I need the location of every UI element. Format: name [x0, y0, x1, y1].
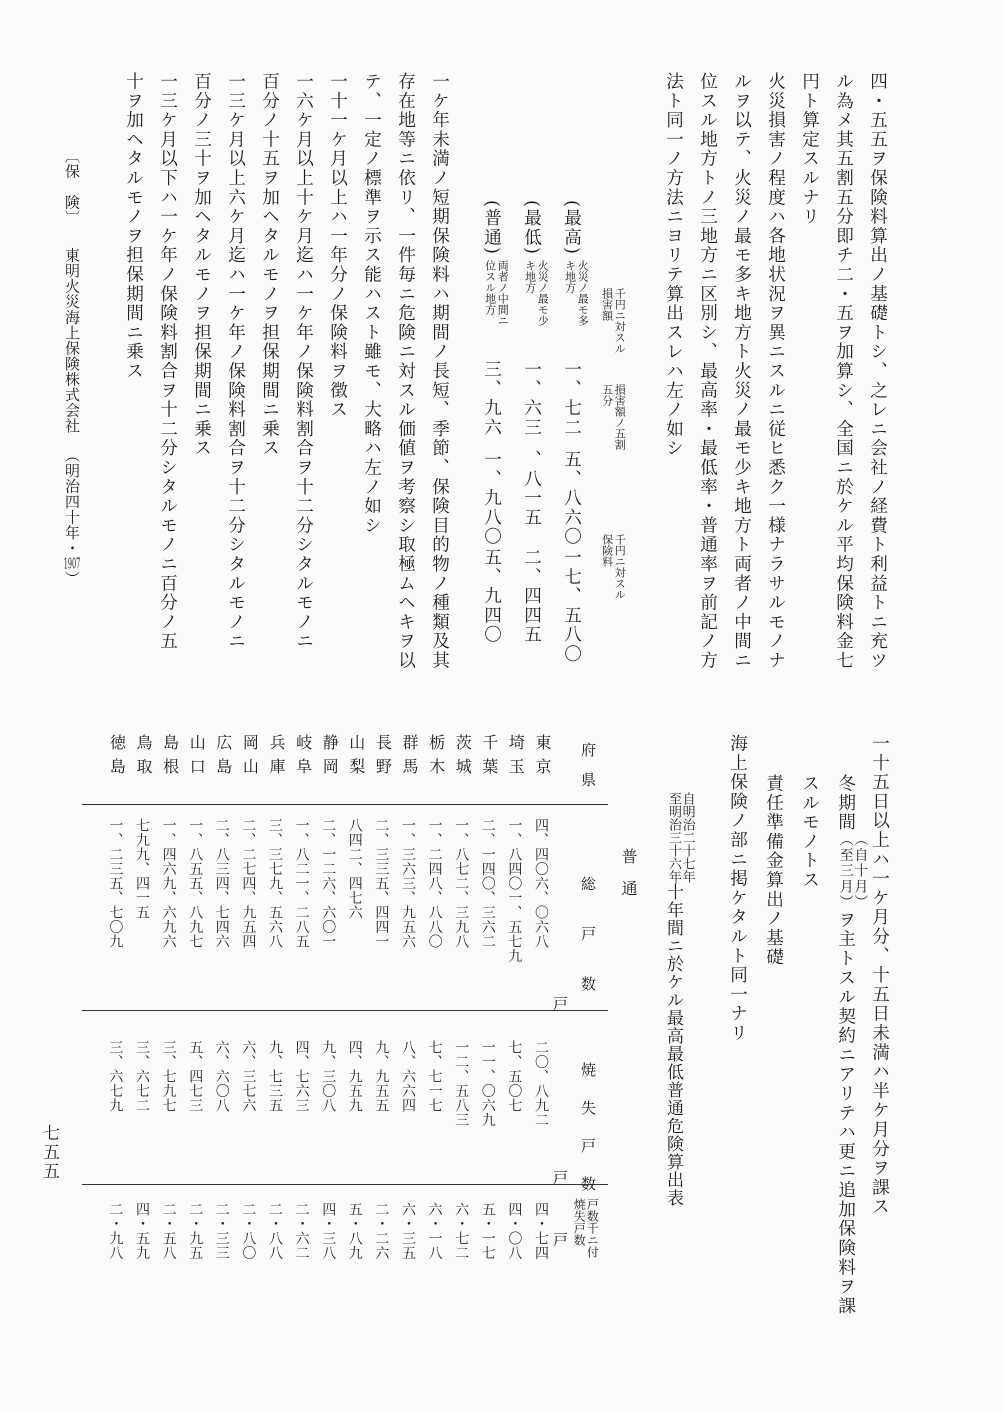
unit-label: 戸	[551, 1170, 569, 1185]
ratio-value: 二・九五	[187, 1202, 204, 1260]
burned-value: 九、三〇八	[320, 1040, 337, 1113]
text-line: 百分ノ十五ヲ加ヘタルモノヲ担保期間ニ乗ス	[259, 72, 280, 458]
table-rule	[82, 804, 608, 805]
text-line: ル為メ其五割五分即チ二・五ヲ加算シ、全国ニ於ケル平均保険料金七	[833, 72, 854, 671]
rate-value: 一七、五八〇	[561, 548, 582, 664]
year: 1907	[63, 556, 81, 571]
ratio-value: 二・二六	[373, 1202, 390, 1260]
section-heading: 責任準備金算出ノ基礎	[763, 774, 784, 967]
households-value: 七九九、四一五	[134, 818, 150, 920]
ratio-value: 二・八〇	[240, 1202, 257, 1260]
households-value: 八四二、四七六	[346, 818, 363, 920]
prefecture-name: 徳島	[107, 734, 127, 782]
households-value: 二、二七四、九五四	[240, 818, 257, 949]
header-ratio: 戸数千ニ付 焼失戸数	[572, 1198, 600, 1258]
text-line: 存在地等ニ依リ、一件毎ニ危険ニ対スル価値ヲ考察シ取極ムヘキヲ以	[395, 72, 416, 671]
text-line: 四・五五ヲ保険料算出ノ基礎トシ、之レニ会社ノ経費ト利益トニ充ツ	[867, 72, 888, 671]
ratio-value: 四・三八	[320, 1202, 337, 1260]
rate-row-label: (普通)	[481, 200, 502, 256]
text-line: 法ト同一ノ方法ニヨリテ算出スレハ左ノ如シ	[663, 72, 684, 458]
prefecture-name: 山梨	[346, 734, 366, 782]
text-line: 一三ケ月以上六ケ月迄ハ一ケ年ノ保険料割合ヲ十二分シタルモノニ	[225, 72, 246, 651]
ratio-value: 二・三三	[213, 1202, 230, 1260]
table-subtitle: 普 通	[619, 848, 638, 896]
table-rule	[82, 1010, 608, 1011]
ratio-value: 四・〇八	[506, 1202, 523, 1260]
rate-value: 三、九六	[481, 360, 502, 438]
text-line: 海上保険ノ部ニ掲ケタルト同一ナリ	[727, 734, 748, 1043]
households-value: 一、八四〇一、五七九	[506, 818, 523, 963]
prefecture-name: 山口	[187, 734, 207, 782]
burned-value: 二〇、八九二	[533, 1040, 549, 1127]
text-line: 円ト算定スルナリ	[799, 72, 820, 227]
company-name: 東明火災海上保険株式会社	[63, 247, 81, 434]
burned-value: 九、九五五	[373, 1040, 390, 1113]
rate-value: 五、八六〇	[561, 450, 582, 547]
burned-value: 九、七三五	[267, 1040, 283, 1113]
table-rule	[82, 1184, 608, 1185]
ratio-value: 二・九八	[107, 1202, 124, 1260]
section-tag: 〔保 険〕	[63, 148, 81, 226]
text-line: 一三ケ月以下ハ一ケ年ノ保険料割合ヲ十二分シタルモノニ百分ノ五	[157, 72, 178, 651]
burned-value: 一二、五八三	[453, 1040, 470, 1127]
text-line: 一十五日以上ハ一ケ月分、十五日未満ハ半ケ月分ヲ課ス	[869, 734, 890, 1217]
prefecture-name: 栃木	[426, 734, 446, 782]
prefecture-name: 千葉	[479, 734, 499, 782]
text-line: ルヲ以テ、火災ノ最モ多キ地方ト火災ノ最モ少キ地方ト両者ノ中間ニ	[731, 72, 752, 671]
households-value: 一、八五五、八九七	[187, 818, 204, 949]
burned-value: 五、四七三	[187, 1040, 204, 1113]
winter-clause: 冬期間（自十月） （至三月）ヲ主トスル契約ニアリテハ更ニ追加保険料ヲ課	[835, 774, 869, 1316]
households-value: 二、一四〇、三六二	[479, 818, 496, 949]
ratio-value: 二・八八	[267, 1202, 283, 1260]
text-line: 火災損害ノ程度ハ各地状況ヲ異ニスルニ従ヒ悉ク一様ナラサルモノナ	[765, 72, 786, 671]
ratio-value: 六・一八	[426, 1202, 443, 1260]
households-value: 二、三三五、四四一	[373, 818, 390, 949]
households-value: 二、一二六、六〇一	[320, 818, 337, 949]
header-prefecture: 府 県	[579, 742, 597, 787]
rate-row-desc: 両者ノ中間ニ 位スル地方	[483, 260, 510, 326]
prefecture-name: 島根	[160, 734, 180, 782]
burned-value: 八、六六四	[400, 1040, 416, 1113]
col-header-loss-55: 損害額ノ五割五分	[600, 384, 627, 450]
ratio-value: 六・三五	[400, 1202, 416, 1260]
households-value: 三、三七九、五六八	[267, 818, 283, 949]
prefecture-name: 兵庫	[267, 734, 286, 782]
burned-value: 一一、〇六九	[479, 1040, 496, 1127]
burned-value: 六、三七六	[240, 1040, 257, 1113]
prefecture-name: 静岡	[320, 734, 340, 782]
text-line: 位スル地方トノ三地方ニ区別シ、最高率・最低率・普通率ヲ前記ノ方	[697, 72, 718, 671]
burned-value: 七、五〇七	[506, 1040, 523, 1113]
rate-row-label: (最高)	[561, 200, 582, 256]
households-value: 一、八二一、二八五	[293, 818, 310, 949]
burned-value: 三、六七二	[134, 1040, 150, 1113]
prefecture-name: 群馬	[400, 734, 419, 782]
households-value: 二、八三四、七四六	[213, 818, 230, 949]
rate-row-desc: 火災ノ最モ多 キ地方	[563, 260, 590, 326]
burned-value: 七、七一七	[426, 1040, 443, 1113]
unit-label: 戸	[551, 1232, 569, 1247]
ratio-value: 二・五八	[160, 1202, 177, 1260]
households-value: 一、四六九、六九六	[160, 818, 177, 949]
households-value: 四、四〇六、〇六八	[533, 818, 549, 949]
burned-value: 四、九五九	[346, 1040, 363, 1113]
households-value: 一、八七二、三九八	[453, 818, 470, 949]
prefecture-name: 広島	[213, 734, 233, 782]
rate-row-desc: 火災ノ最モ少 キ地方	[523, 260, 550, 326]
prefecture-name: 茨城	[453, 734, 473, 782]
prefecture-name: 鳥取	[134, 734, 153, 782]
burned-value: 三、七九七	[160, 1040, 177, 1113]
burned-value: 四、七六三	[293, 1040, 310, 1113]
households-value: 一、二四八、八八〇	[426, 818, 443, 949]
rate-row-label: (最低)	[521, 200, 542, 256]
rate-value: 一、九八〇	[481, 450, 502, 547]
ratio-value: 六・七二	[453, 1202, 470, 1260]
rate-value: 一、七二	[561, 360, 582, 438]
text-line: 一ケ年未満ノ短期保険料ハ期間ノ長短、季節、保険目的物ノ種類及其	[429, 72, 450, 671]
ratio-value: 四・七四	[533, 1202, 549, 1260]
text-line: 一十一ケ月以上ハ一年分ノ保険料ヲ徴ス	[327, 72, 348, 420]
ratio-value: 五・一七	[479, 1202, 496, 1260]
table-title: 自明治二十七年 至明治三十六年十年間ニ於ケル最高最低普通危険算出表	[663, 792, 695, 1207]
header-households: 総 戸 数	[579, 876, 597, 1001]
source-note: 〔保 険〕東明火災海上保険株式会社（明治四十年・1907）	[63, 148, 81, 587]
rate-value: 、八一五	[521, 450, 542, 528]
prefecture-name: 岡山	[240, 734, 260, 782]
page-number: 七五五	[39, 1124, 59, 1181]
era-open: （明治四十年・	[63, 447, 81, 556]
header-burned: 焼 失 戸 数	[579, 1062, 597, 1195]
col-header-loss: 千円ニ対スル損害額	[600, 288, 627, 354]
prefecture-name: 埼玉	[506, 734, 526, 782]
ratio-value: 二・六二	[293, 1202, 310, 1260]
col-header-premium: 千円ニ対スル保険料	[600, 534, 627, 600]
unit-label: 戸	[551, 996, 569, 1011]
ratio-value: 四・五九	[134, 1202, 150, 1260]
rate-value: 二、四四五	[521, 548, 542, 645]
text-line: テ、一定ノ標準ヲ示ス能ハスト雖モ、大略ハ左ノ如シ	[361, 72, 382, 536]
ratio-value: 五・八九	[346, 1202, 363, 1260]
prefecture-name: 東京	[533, 734, 552, 782]
prefecture-name: 長野	[373, 734, 393, 782]
text-line: 十ヲ加ヘタルモノヲ担保期間ニ乗ス	[123, 72, 144, 381]
households-value: 一、二三五、七〇九	[107, 818, 124, 949]
text-line: 百分ノ三十ヲ加ヘタルモノヲ担保期間ニ乗ス	[191, 72, 212, 458]
households-value: 一、三六三、九五六	[400, 818, 416, 949]
rate-value: 一、六三	[521, 360, 542, 438]
text-line: 一六ケ月以上十ケ月迄ハ一ケ年ノ保険料割合ヲ十二分シタルモノニ	[293, 72, 314, 651]
prefecture-name: 岐阜	[293, 734, 313, 782]
burned-value: 三、六七九	[107, 1040, 124, 1113]
rate-value: 五、九四〇	[481, 548, 502, 645]
burned-value: 六、六〇八	[213, 1040, 230, 1113]
text-line: スルモノトス	[799, 774, 820, 890]
